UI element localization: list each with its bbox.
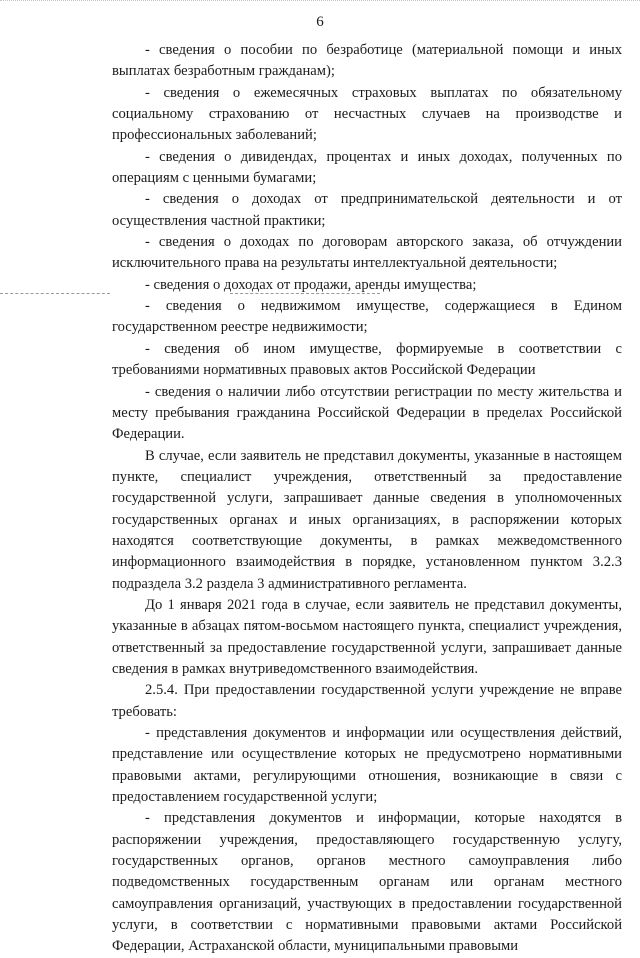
page-number: 6 <box>316 14 324 30</box>
scan-fold-line-left <box>0 293 110 294</box>
paragraph: - сведения о недвижимом имуществе, содержащиеся в Едином государственном реестре недвижимости; <box>112 298 622 336</box>
paragraph: 2.5.4. При предоставлении государственной услуги учреждение не вправе требовать: <box>112 682 622 720</box>
scan-top-edge <box>0 0 640 1</box>
paragraph: В случае, если заявитель не представил документы, указанные в настоящем пункте, специалист учреждения, ответственный за предоставление государственной услуги, запрашивает данные сведения в уполномоченных государственных органах и иных организациях, в распоряжении которых находятся соответствующие документы, в рамках межведомственного информационного взаимодействия в порядке, установленном пунктом 3.2.3 подраздела 3.2 раздела 3 административного регламента. <box>112 447 622 592</box>
scan-fold-line-right <box>230 293 380 294</box>
paragraph: - сведения о доходах по договорам авторского заказа, об отчуждении исключительного права на результаты интеллектуальной деятельности; <box>112 234 622 272</box>
paragraph: - сведения об ином имуществе, формируемые в соответствии с требованиями нормативных правовых актов Российской Федерации <box>112 340 622 379</box>
paragraph: - сведения о дивидендах, процентах и иных доходах, полученных по операциям с ценными бумагами; <box>112 148 622 187</box>
paragraph: - представления документов и информации, которые находятся в распоряжении учреждения, предоставляющего государственную услугу, государственных органов, органов местного самоуправления либо подведомственных государственным органам или органам местного самоуправления организаций, участвующих в предоставлении государственной услуги, в соответствии с нормативными правовыми актами Российской Федерации, Астраханской области, муниципальными правовыми <box>112 810 622 955</box>
paragraph: - сведения о наличии либо отсутствии регистрации по месту жительства и месту пребывания гражданина Российской Федерации в пределах Российской Федерации. <box>112 383 622 443</box>
paragraph: - представления документов и информации или осуществления действий, представление или осуществление которых не предусмотрено нормативными правовыми актами, регулирующими отношения, возникающие в связи с предоставлением государственной услуги; <box>112 725 622 806</box>
paragraph: - сведения о ежемесячных страховых выплатах по обязательному социальному страхованию от несчастных случаев на производстве и профессиональных заболеваний; <box>112 84 622 144</box>
paragraph: - сведения о доходах от предпринимательской деятельности и от осуществления частной практики; <box>112 191 622 229</box>
paragraph: - сведения о доходах от продажи, аренды имущества; <box>145 276 477 293</box>
paragraph: - сведения о пособии по безработице (материальной помощи и иных выплатах безработным гражданам); <box>112 42 622 80</box>
document-body <box>112 40 622 958</box>
paragraph: До 1 января 2021 года в случае, если заявитель не представил документы, указанные в абзацах пятом-восьмом настоящего пункта, специалист учреждения, ответственный за предоставление государственной услуги, запрашивает данные сведения в рамках внутриведомственного взаимодействия. <box>112 596 622 677</box>
